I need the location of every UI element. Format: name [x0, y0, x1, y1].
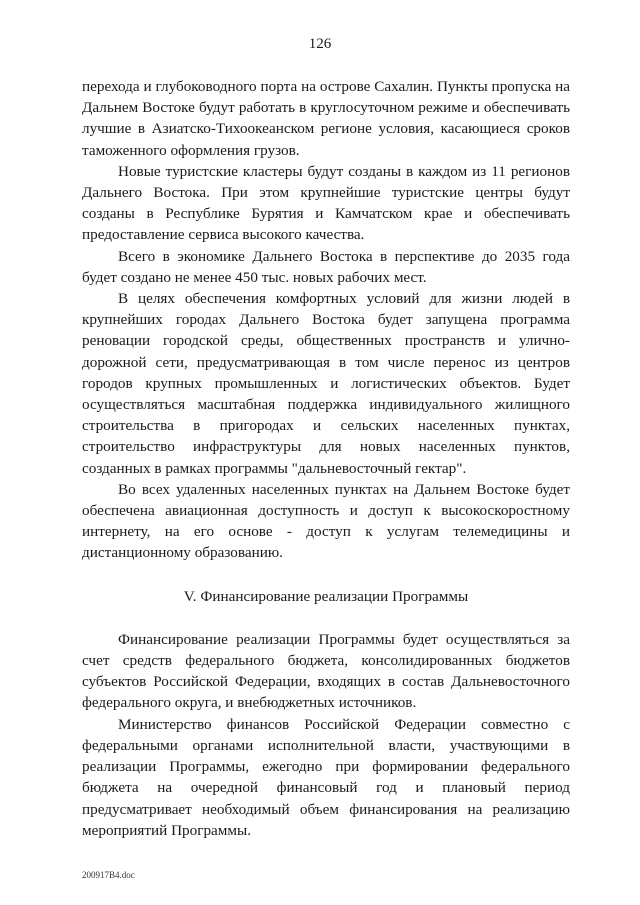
document-body — [82, 76, 570, 841]
page-number: 126 — [308, 36, 332, 52]
paragraph-urban-renovation: В целях обеспечения комфортных условий для жизни людей в крупнейших городах Дальнего Востока будет запущена программа реновации городской среды, общественных пространств и улично-дорожной сети, предусматривающая в том числе перенос из центров городов крупных промышленных и логистических объектов. Будет осуществляться масштабная поддержка индивидуального жилищного строительства в пригородах и сельских населенных пунктах, строительство инфраструктуры для новых населенных пунктов, созданных в рамках программы "дальневосточный гектар". — [82, 290, 570, 477]
footer-filename: 200917В4.doc — [82, 870, 135, 880]
paragraph-remote-settlements: Во всех удаленных населенных пунктах на Дальнем Востоке будет обеспечена авиационная доступность и доступ к высокоскоростному интернету, на его основе - доступ к услугам телемедицины и дистанционному образованию. — [82, 480, 570, 562]
paragraph-continuation: перехода и глубоководного порта на острове Сахалин. Пункты пропуска на Дальнем Востоке будут работать в круглосуточном режиме и обеспечивать лучшие в Азиатско-Тихоокеанском регионе условия, касающиеся сроков таможенного оформления грузов. — [82, 78, 570, 159]
paragraph-financing-sources: Финансирование реализации Программы будет осуществляться за счет средств федерального бюджета, консолидированных бюджетов субъектов Российской Федерации, входящих в состав Дальневосточного федерального округа, и внебюджетных источников. — [82, 630, 570, 712]
section-heading: V. Финансирование реализации Программы — [183, 587, 469, 605]
paragraph-jobs: Всего в экономике Дальнего Востока в перспективе до 2035 года будет создано не менее 450 тыс. новых рабочих мест. — [82, 247, 570, 286]
paragraph-tourist-clusters: Новые туристские кластеры будут созданы в каждом из 11 регионов Дальнего Востока. При этом крупнейшие туристские центры будут созданы в Республике Бурятия и Камчатском крае и обеспечивать предоставление сервиса высокого качества. — [82, 162, 570, 244]
paragraph-ministry-finance: Министерство финансов Российской Федерации совместно с федеральными органами исполнительной власти, участвующими в реализации Программы, ежегодно при формировании федерального бюджета на очередной финансовый год и плановый период предусматривает необходимый объем финансирования на реализацию мероприятий Программы. — [82, 715, 570, 839]
